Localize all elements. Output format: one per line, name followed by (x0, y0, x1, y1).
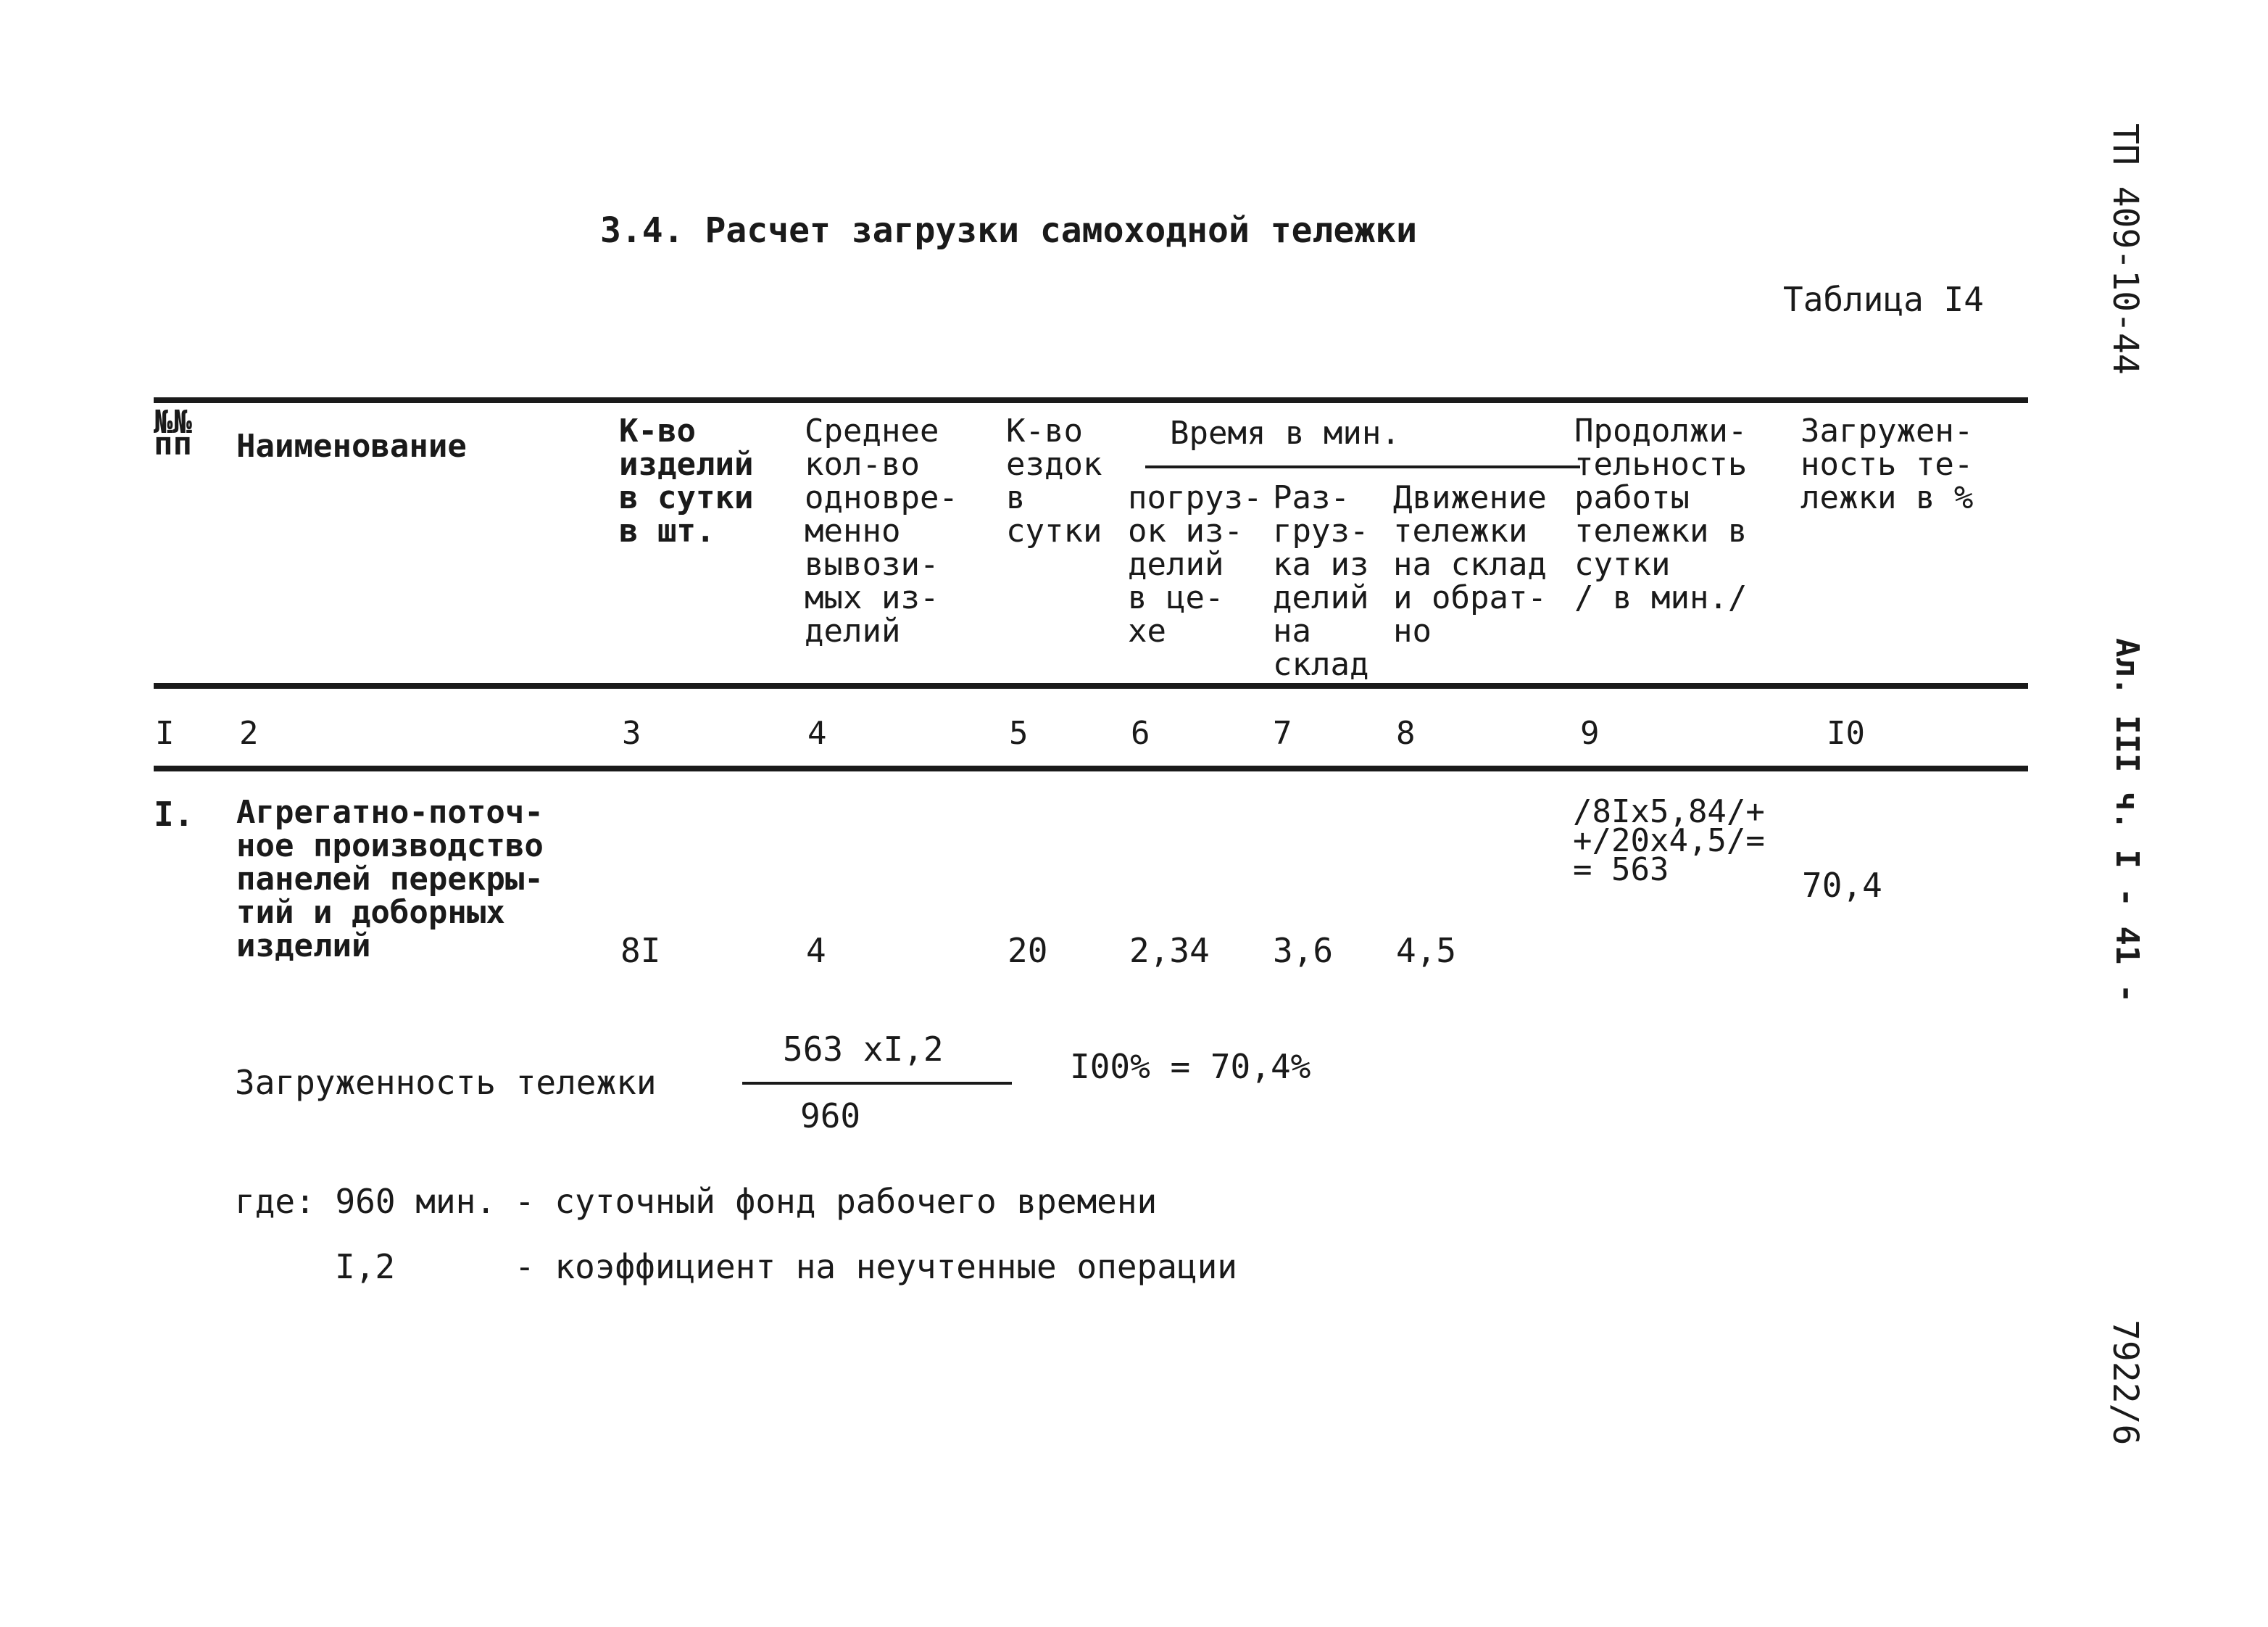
column-number: 5 (1009, 715, 1029, 752)
column-number: I0 (1827, 715, 1865, 752)
column-number: I (155, 715, 175, 752)
row-move-time: 4,5 (1396, 931, 1457, 970)
row-load-pct: 70,4 (1802, 866, 1882, 905)
header-unload-time: Раз- груз- ка из делий на склад (1273, 479, 1369, 683)
note-text: - суточный фонд рабочего времени (515, 1182, 1158, 1221)
column-number: 4 (807, 715, 827, 752)
note-text: - коэффициент на неучтенные операции (515, 1247, 1237, 1286)
header-bottom-rule (154, 683, 2028, 689)
time-group-rule (1145, 465, 1580, 468)
formula-numerator: 563 xI,2 (783, 1030, 944, 1069)
side-code-bottom: 7922/6 (2105, 1320, 2146, 1446)
header-load-time: погруз- ок из- делий в це- хе (1128, 479, 1263, 650)
header-time-group: Время в мин. (1170, 415, 1400, 452)
formula-result: I00% = 70,4% (1070, 1047, 1311, 1086)
side-code-top: ТП 409-10-44 (2105, 123, 2146, 375)
column-number: 8 (1396, 715, 1416, 752)
row-load-time: 2,34 (1129, 931, 1210, 970)
column-number: 9 (1580, 715, 1600, 752)
header-duration: Продолжи- тельность работы тележки в сутки / в мин./ (1574, 413, 1748, 616)
table-top-rule (154, 397, 2028, 403)
column-number: 7 (1273, 715, 1292, 752)
row-items-per-day: 8I (620, 931, 661, 970)
row-name: Агрегатно-поточ- ное производство панелей перекры- тий и доборных изделий (236, 794, 544, 964)
header-items-per-day: К-во изделий в сутки в шт. (619, 413, 754, 550)
header-name: Наименование (236, 428, 467, 465)
header-load-pct: Загружен- ность те- лежки в % (1800, 413, 1974, 516)
column-number: 6 (1131, 715, 1150, 752)
formula-label: Загруженность тележки (235, 1063, 657, 1102)
row-unload-time: 3,6 (1273, 931, 1334, 970)
note-key: I,2 (335, 1247, 396, 1286)
header-avg-items: Среднее кол-во одновре- менно вывози- мых из- делий (805, 413, 958, 650)
row-avg-items: 4 (806, 931, 826, 970)
column-number: 2 (239, 715, 259, 752)
numbers-bottom-rule (154, 766, 2028, 771)
row-duration: /8Ix5,84/+ +/20x4,5/= = 563 (1573, 793, 1765, 888)
row-trips: 20 (1008, 931, 1048, 970)
note-key: где: 960 мин. (235, 1182, 497, 1221)
column-number: 3 (622, 715, 641, 752)
header-num: №№ пп (154, 404, 192, 463)
fraction-bar (742, 1082, 1012, 1085)
formula-denominator: 960 (800, 1096, 861, 1135)
table-label: Таблица I4 (1783, 280, 1984, 319)
row-number: I. (154, 795, 194, 834)
side-code-middle: Ал. III ч. I - 41 - (2109, 638, 2146, 1003)
header-move-time: Движение тележки на склад и обрат- но (1393, 479, 1547, 650)
section-heading: 3.4. Расчет загрузки самоходной тележки (600, 210, 1418, 251)
header-trips: К-во ездок в сутки (1006, 413, 1102, 550)
